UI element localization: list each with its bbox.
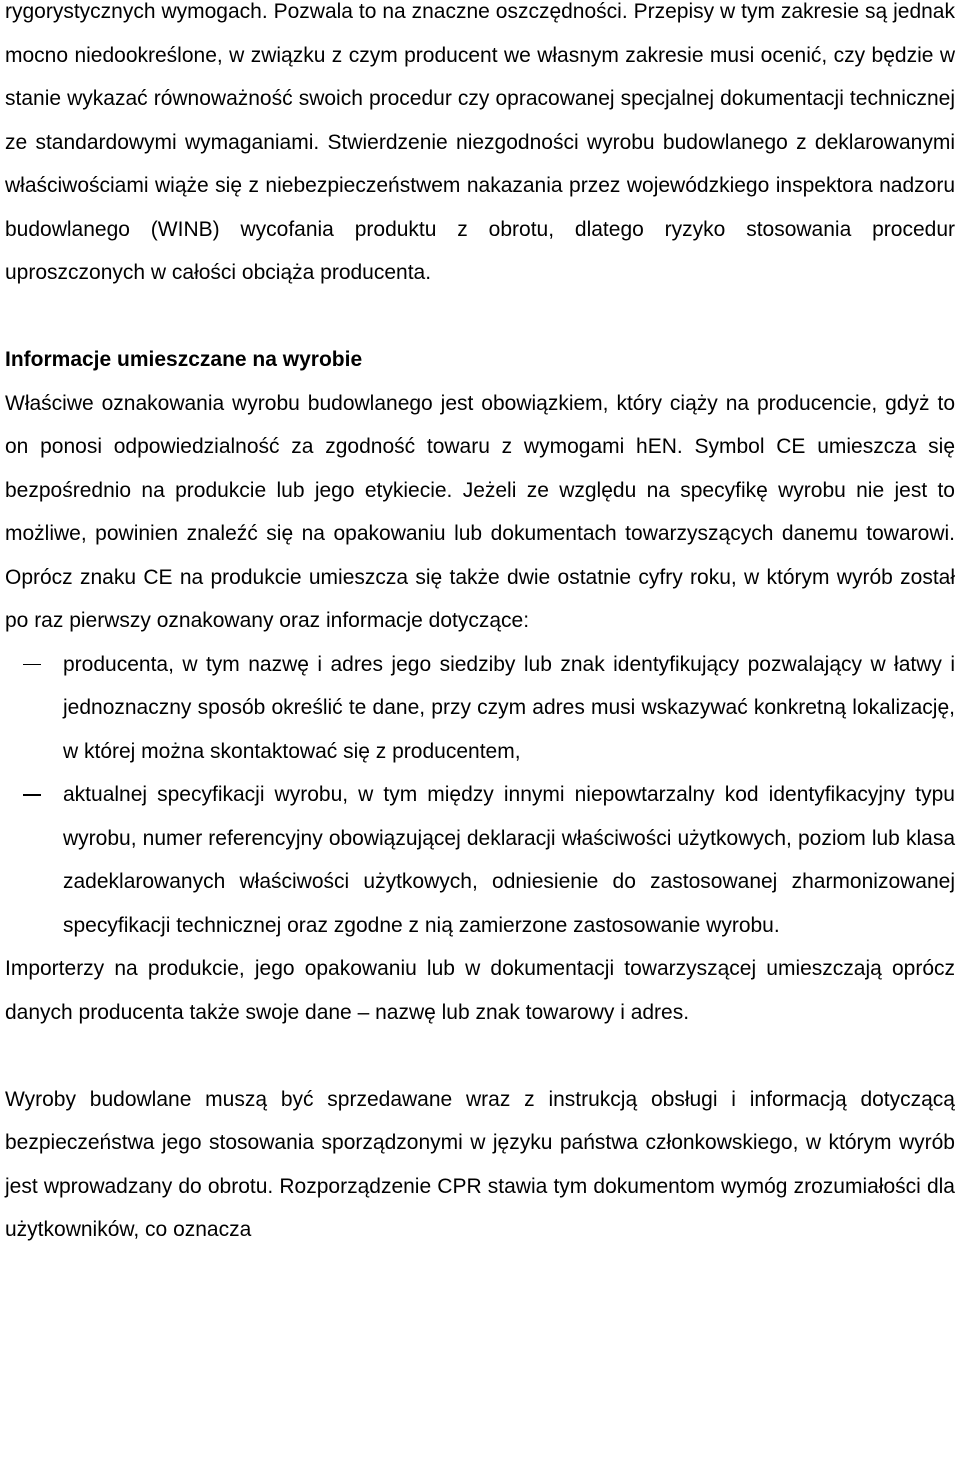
section-heading-product-information: Informacje umieszczane na wyrobie — [5, 348, 363, 371]
list-item — [5, 643, 955, 774]
dash-bullet-icon — [23, 664, 41, 666]
paragraph-importers: Importerzy na produkcie, jego opakowaniu lub w dokumentacji towarzyszącej umieszczają oprócz danych producenta także swoje dane – nazwę lub znak towarowy i adres. — [5, 957, 955, 1024]
list-item-text: producenta, w tym nazwę i adres jego siedziby lub znak identyfikujący pozwalający w łatwy i jednoznaczny sposób określić te dane, przy czym adres musi wskazywać konkretną lokalizację, w której można skontaktować się z producentem, — [63, 652, 955, 763]
information-list — [5, 643, 955, 948]
dash-bullet-icon — [23, 794, 41, 796]
paragraph-instructions: Wyroby budowlane muszą być sprzedawane wraz z instrukcją obsługi i informacją dotyczącą bezpieczeństwa jego stosowania sporządzonymi w języku państwa członkowskiego, w którym wyrób jest wprowadzany do obrotu. Rozporządzenie CPR stawia tym dokumentom wymóg zrozumiałości dla użytkowników, co oznacza — [5, 1087, 955, 1241]
list-item-text: aktualnej specyfikacji wyrobu, w tym między innymi niepowtarzalny kod identyfikacyjny typu wyrobu, numer referencyjny obowiązującej deklaracji właściwości użytkowych, poziom lub klasa zadeklarowanych właściwości użytkowych, odniesienie do zastosowanej zharmonizowanej specyfikacji technicznej oraz zgodne z nią zamierzone zastosowanie wyrobu. — [63, 783, 955, 937]
list-item — [5, 773, 955, 947]
paragraph-ce-marking: Właściwe oznakowania wyrobu budowlanego jest obowiązkiem, który ciąży na producencie, gdyż to on ponosi odpowiedzialność za zgodność towaru z wymogami hEN. Symbol CE umieszcza się bezpośrednio na produkcie lub jego etykiecie. Jeżeli ze względu na specyfikę wyrobu nie jest to możliwe, powinien znaleźć się na opakowaniu lub dokumentach towarzyszących danemu towarowi. Oprócz znaku CE na produkcie umieszcza się także dwie ostatnie cyfry roku, w którym wyrób został po raz pierwszy oznakowany oraz informacje dotyczące: — [5, 391, 955, 632]
document-page — [5, 0, 955, 1252]
paragraph-cpr-procedures: rygorystycznych wymogach. Pozwala to na znaczne oszczędności. Przepisy w tym zakresie są jednak mocno niedookreślone, w związku z czym producent we własnym zakresie musi ocenić, czy będzie w stanie wykazać równoważność swoich procedur czy opracowanej specjalnej dokumentacji technicznej ze standardowymi wymaganiami. Stwierdzenie niezgodności wyrobu budowlanego z deklarowanymi właściwościami wiąże się z niebezpieczeństwem nakazania przez wojewódzkiego inspektora nadzoru budowlanego (WINB) wycofania produktu z obrotu, dlatego ryzyko stosowania procedur uproszczonych w całości obciąża producenta. — [5, 0, 955, 284]
